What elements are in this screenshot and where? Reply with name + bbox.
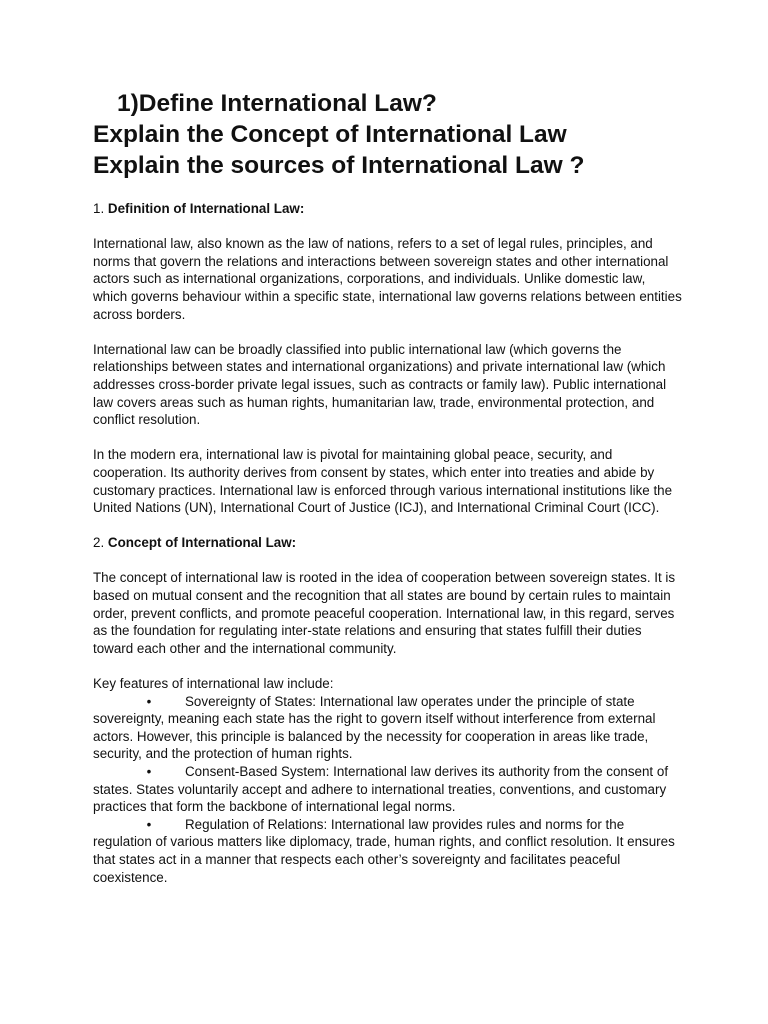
document-body [93, 200, 683, 886]
list-intro: Key features of international law include: [93, 676, 334, 692]
section-number: 1. [93, 201, 105, 216]
section-heading-concept [93, 534, 683, 552]
bullet-text: Regulation of Relations: International law provides rules and norms for the regulation of various matters like diplomacy, trade, human rights, and conflict resolution. It ensures that states act in a manner that respects each other’s sovereignty and facilitates peaceful coexistence. [93, 816, 675, 885]
section-heading-label: Definition of International Law: [107, 201, 305, 216]
section-heading-label: Concept of International Law: [107, 535, 297, 551]
paragraph: In the modern era, international law is pivotal for maintaining global peace, security, and cooperation. Its authority derives from consent by states, which enter into treaties and abide by customary practices. International law is enforced through various international institutions like the United Nations (UN), International Court of Justice (ICJ), and International Criminal Court (ICC). [93, 447, 673, 516]
paragraph: The concept of international law is rooted in the idea of cooperation between sovereign states. It is based on mutual consent and the recognition that all states are bound by certain rules to maintain order, prevent conflicts, and promote peaceful cooperation. International law, in this regard, serves as the foundation for regulating inter-state relations and ensuring that states fulfill their duties toward each other and the international community. [93, 570, 676, 656]
bullet-icon: • [146, 816, 152, 832]
bullet-icon: • [146, 693, 152, 709]
question-title-3: Explain the sources of International Law ? [93, 152, 585, 179]
bullet-item [93, 816, 683, 886]
paragraph: International law, also known as the law of nations, refers to a set of legal rules, principles, and norms that govern the relations and interactions between sovereign states and other international actors such as international organizations, corporations, and individuals. Unlike domestic law, which governs behaviour within a specific state, international law governs relations between entities across borders. [93, 236, 682, 322]
title-block [93, 88, 733, 181]
bullet-text: Consent-Based System: International law derives its authority from the consent of states. States voluntarily accept and adhere to international treaties, conventions, and customary practices that form the backbone of international legal norms. [93, 764, 669, 815]
section-number: 2. [93, 535, 105, 551]
question-title-1: 1)Define International Law? [117, 90, 437, 117]
paragraph: International law can be broadly classified into public international law (which governs the relationships between states and international organizations) and private international law (which addresses cross-border private legal issues, such as contracts or family law). Public international law covers areas such as human rights, humanitarian law, trade, environmental protection, and conflict resolution. [93, 341, 667, 428]
bullet-icon: • [146, 764, 152, 779]
section-heading-definition [93, 200, 683, 218]
bullet-text: Sovereignty of States: International law operates under the principle of state sovereignty, meaning each state has the right to govern itself without interference from external actors. However, this principle is balanced by the necessity for cooperation in areas like trade, security, and the protection of human rights. [93, 693, 656, 762]
bullet-item [93, 763, 683, 816]
question-title-2: Explain the Concept of International Law [93, 121, 567, 148]
bullet-item [93, 693, 683, 763]
